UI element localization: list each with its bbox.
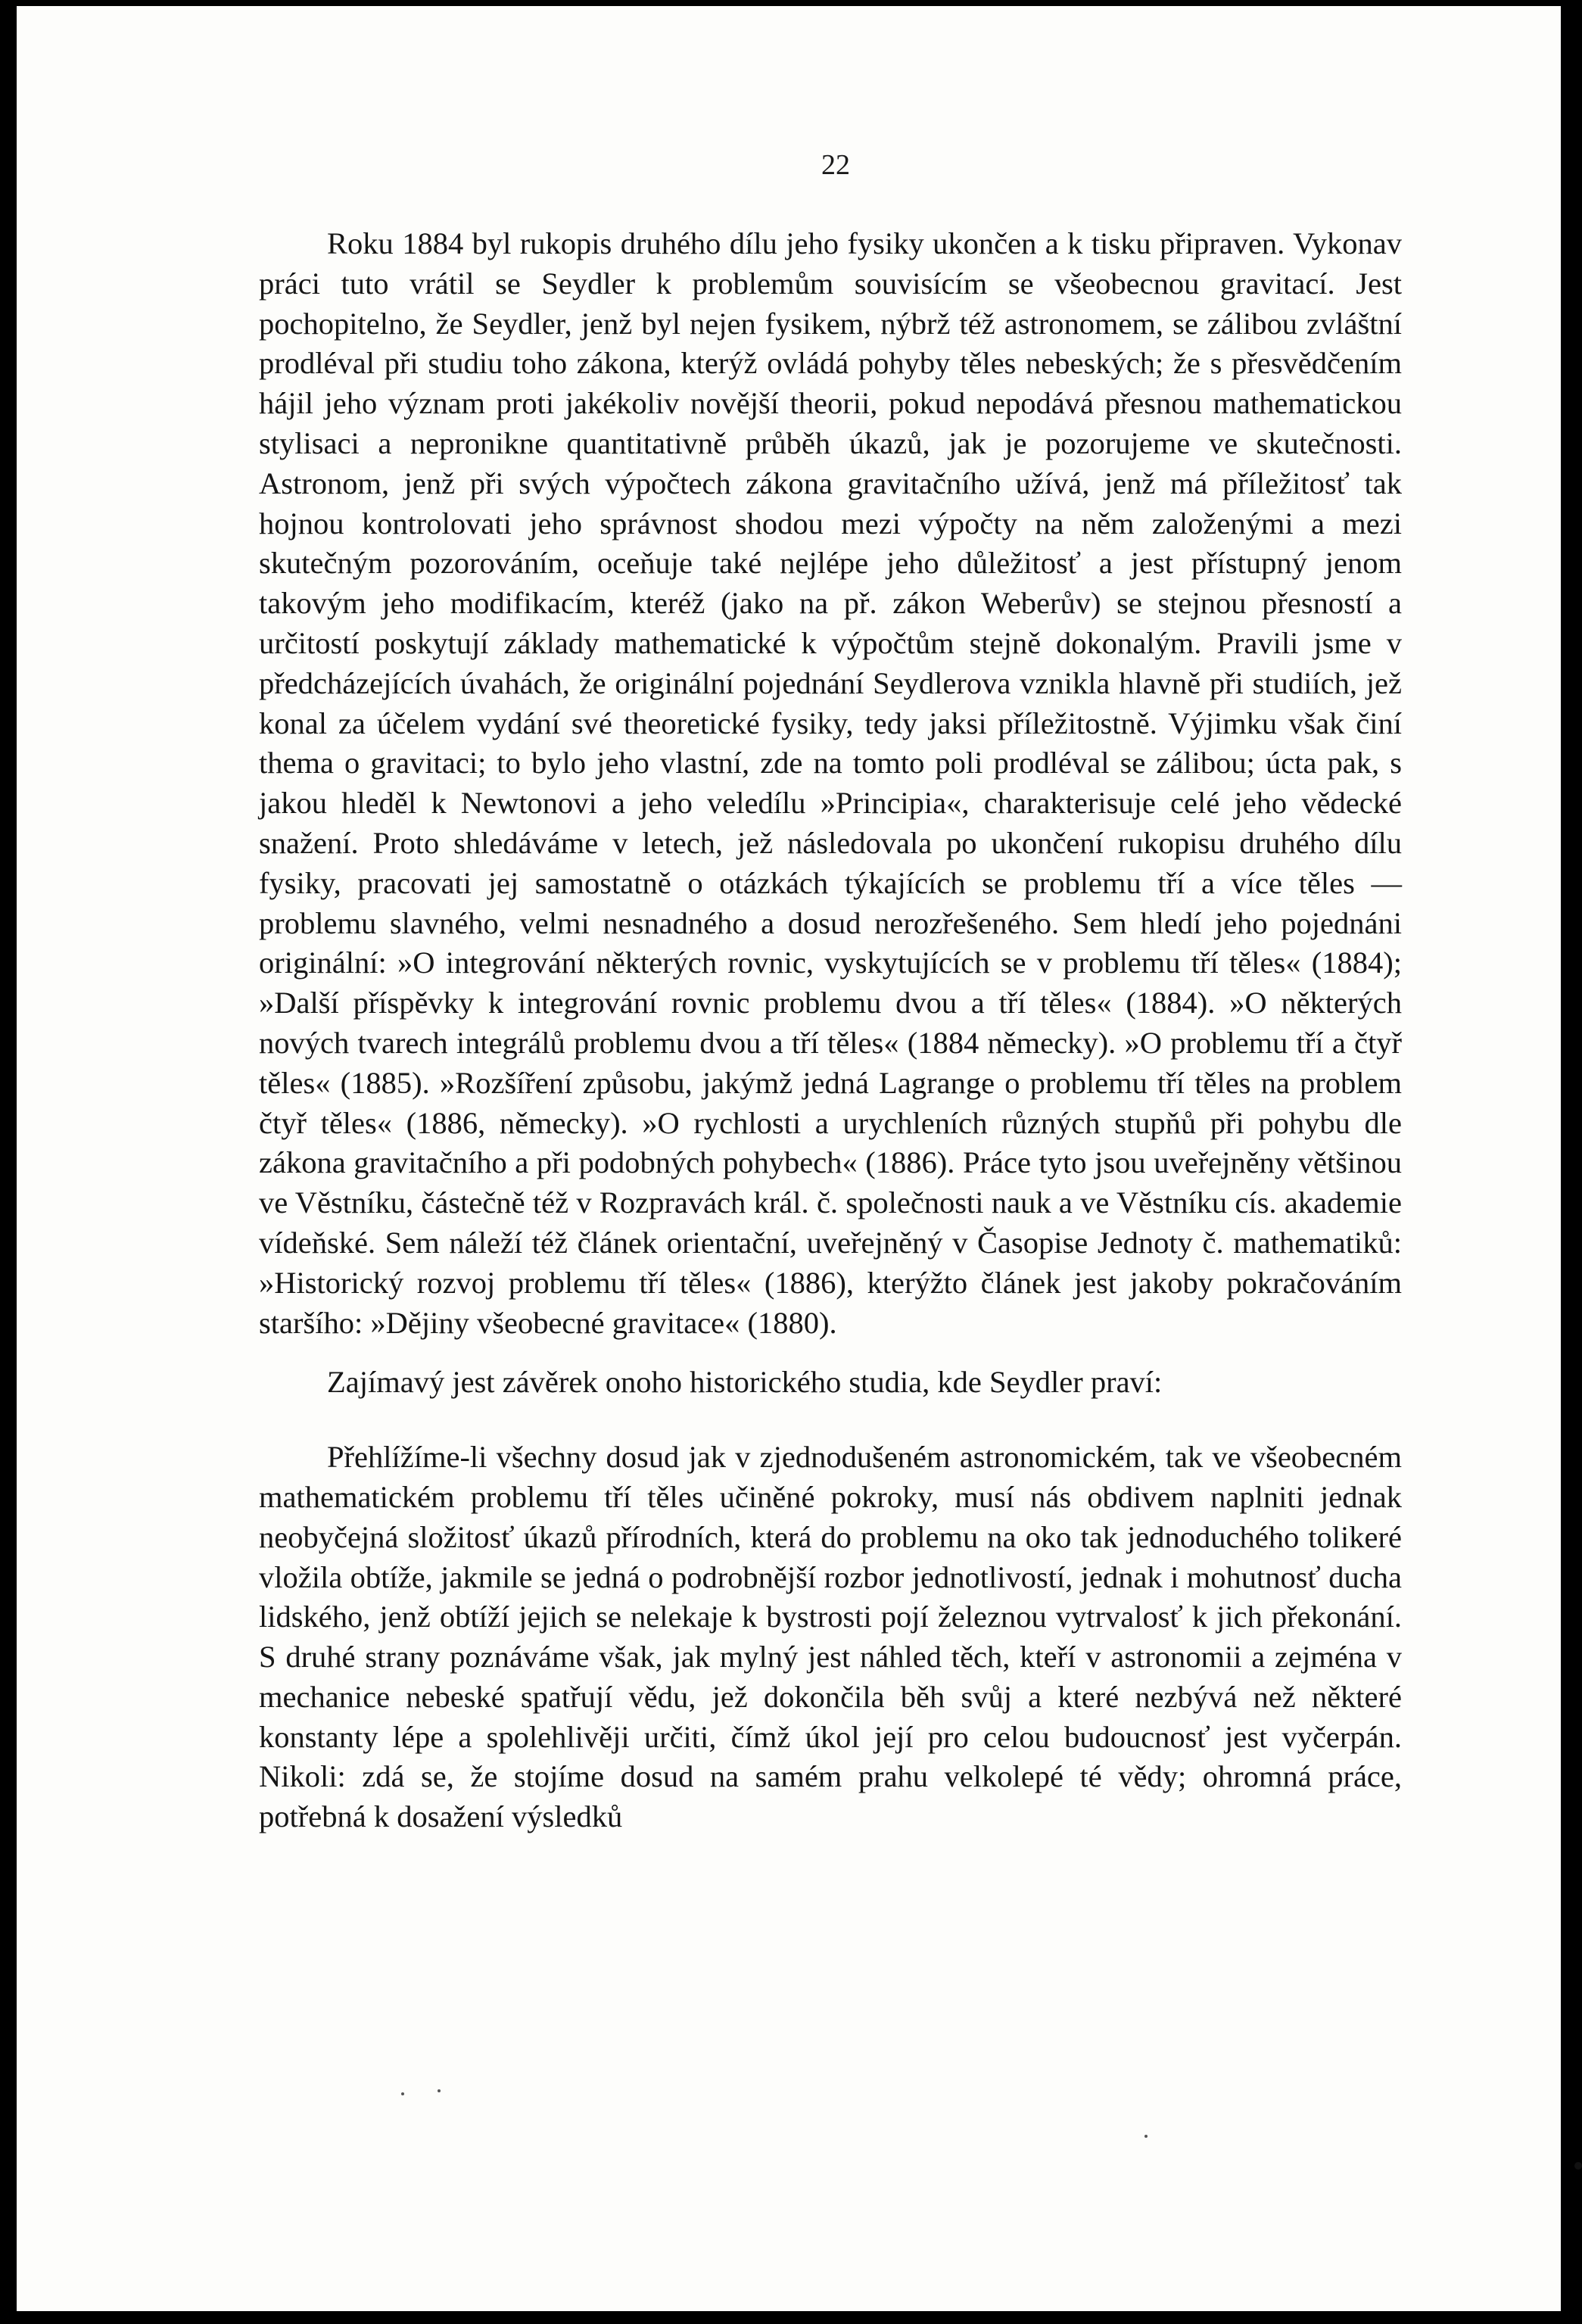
paragraph-main: Roku 1884 byl rukopis druhého dílu jeho fysiky ukončen a k tisku připraven. Vykonav práci tuto vrátil se Seydler k problemům souvisícím se všeobecnou gravitací. Jest pochopitelno, že Seydler, jenž byl nejen fysikem, nýbrž též astronomem, se zálibou zvláštní prodléval při studiu toho zákona, kterýž ovládá pohyby těles nebeských; že s přesvědčením hájil jeho význam proti jakékoliv novější theorii, pokud nepodává přesnou mathematickou stylisaci a nepronikne quantitativně průběh úkazů, jak je pozorujeme ve skutečnosti. Astronom, jenž při svých výpočtech zákona gravitačního užívá, jenž má příležitosť tak hojnou kontrolovati jeho správnost shodou mezi výpočty na něm založenými a mezi skutečným pozorováním, oceňuje také nejlépe jeho důležitosť a jest přístupný jenom takovým jeho modifikacím, kteréž (jako na př. zákon Weberův) se stejnou přesností a určitostí poskytují základy mathematické k výpočtům stejně dokonalým. Pravili jsme v předcházejících úvahách, že originální pojednání Seydlerova vznikla hlavně při studiích, jež konal za účelem vydání své theoretické fysiky, tedy jaksi příležitostně. Výjimku však činí thema o gravitaci; to bylo jeho vlastní, zde na tomto poli prodléval se zálibou; úcta pak, s jakou hleděl k Newtonovi a jeho veledílu »Principia«, charakterisuje celé jeho vědecké snažení. Proto shledáváme v letech, jež následovala po ukončení rukopisu druhého dílu fysiky, pracovati jej samostatně o otázkách týkajících se problemu tří a více těles — problemu slavného, velmi nesnadného a dosud nerozřešeného. Sem hledí jeho pojednáni originální: »O integrování některých rovnic, vyskytujících se v problemu tří těles« (1884); »Další příspěvky k integrování rovnic problemu dvou a tří těles« (1884). »O některých nových tvarech integrálů problemu dvou a tří těles« (1884 německy). »O problemu tří a čtyř těles« (1885). »Rozšíření způsobu, jakýmž jedná Lagrange o problemu tří těles na problem čtyř těles« (1886, německy). »O rychlosti a urychleních různých stupňů při pohybu dle zákona gravitačního a při podobných pohybech« (1886). Práce tyto jsou uveřejněny většinou ve Věstníku, částečně též v Rozpravách král. č. společnosti nauk a ve Věstníku cís. akademie vídeňské. Sem náleží též článek orientační, uveřejněný v Časopise Jednoty č. mathematiků: »Historický rozvoj problemu tří těles« (1886), kterýžto článek jest jakoby pokračováním staršího: »Dějiny všeobecné gravitace« (1880). — [259, 226, 1402, 1340]
scan-corner-mark — [1574, 2162, 1582, 2170]
scan-speck — [438, 2089, 441, 2092]
page-number: 22 — [821, 149, 850, 181]
body-text — [259, 224, 1402, 1837]
scan-speck — [401, 2092, 404, 2095]
paragraph-intro-quote: Zajímavý jest závěrek onoho historického studia, kde Seydler praví: — [327, 1365, 1163, 1400]
paragraph-quote: Přehlížíme-li všechny dosud jak v zjednodušeném astronomickém, tak ve všeobecném mathematickém problemu tří těles učiněné pokroky, musí nás obdivem naplniti jednak neobyčejná složitosť úkazů přírodních, která do problemu na oko tak jednoduchého tolikeré vložila obtíže, jakmile se jedná o podrobnější rozbor jednotlivostí, jednak i mohutnosť ducha lidského, jenž obtíží jejich se nelekaje k bystrosti pojí železnou vytrvalosť k jich překonání. S druhé strany poznáváme však, jak mylný jest náhled těch, kteří v astronomii a zejména v mechanice nebeské spatřují vědu, jež dokončila běh svůj a které nezbývá než některé konstanty lépe a spolehlivěji určiti, čímž úkol její pro celou budoucnosť jest vyčerpán. Nikoli: zdá se, že stojíme dosud na samém prahu velkolepé té vědy; ohromná práce, potřebná k dosažení výsledků — [259, 1440, 1402, 1834]
scanned-page — [17, 6, 1561, 2311]
scan-speck — [1144, 2135, 1148, 2138]
